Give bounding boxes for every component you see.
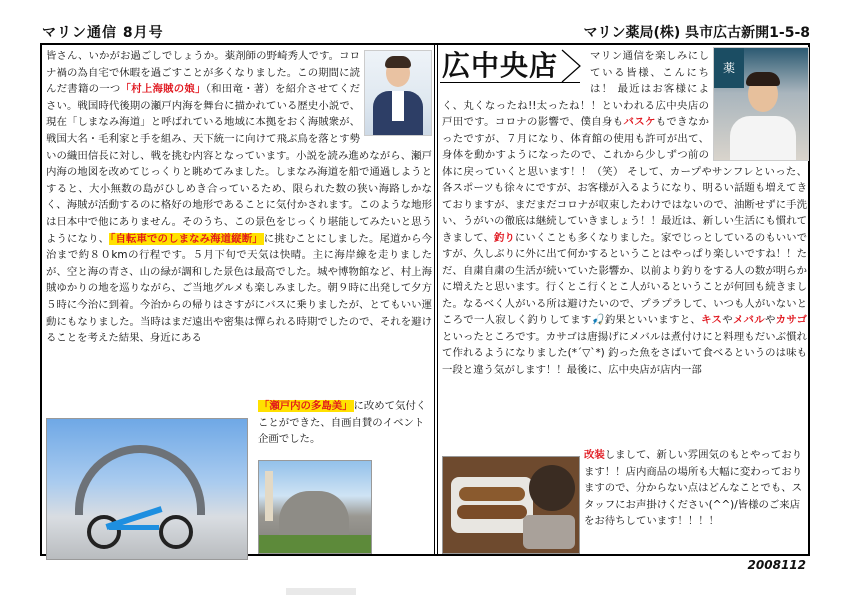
right-article-p6: しまして、新しい雰囲気のもとやっております！！店内商品の場所も大幅に変わっておりますので、分からない点はどんなことでも、スタッフにお声掛けください(^^)/皆様のご来店をお待ちしています！！！！ — [584, 449, 803, 527]
highlight-islands: 「瀬戸内の多島美」 — [259, 400, 353, 412]
column-divider-left — [434, 43, 435, 556]
fish-kasago: カサゴ — [775, 314, 808, 326]
hobby-fishing: 釣り — [493, 231, 515, 244]
store-title: 広中央店 — [442, 49, 559, 82]
pharmacist-photo — [713, 47, 809, 161]
bottom-strip — [286, 588, 356, 595]
right-article-p4: 釣果といいますと、 — [604, 314, 702, 326]
column-divider-right — [437, 43, 438, 556]
fish-separator: や — [722, 314, 733, 326]
issue-code: 2008112 — [747, 558, 806, 572]
fish-dish-photo — [442, 456, 580, 554]
book-title: 「村上海賊の娘」 — [120, 83, 206, 96]
right-article-p5: といったところです。カサゴは唐揚げにメバルは煮付けにと料理もだいぶ慣れて作れるようになりました(*´▽`*) 釣った魚をさばいて食べるというのは味も一段と違う気がします！！最後に、広中央店が店内一部 — [442, 330, 807, 376]
left-article-p4: に改めて気付くことができた、自画自賛のイベント企画でした。 — [258, 400, 427, 446]
right-article-closing — [584, 447, 808, 530]
rock-monument-photo — [258, 460, 372, 554]
right-article-p3: にいくことも多くなりました。家でじっとしているのもいいですが、久しぶりに外に出て何かするということはやっぱり楽しいですね！！ただ、自粛自粛の生活が続いていた影響か、以前より釣りをする人の数が明らかに増えたと思います。行くとこ行くとこ人がいるということが何回も続きました。なるべく人がいる所は避けたいので、プラプラして、いつも人がいないところで一人寂しく釣りしてます — [442, 231, 808, 326]
newsletter-header — [40, 22, 810, 42]
publisher-address: マリン薬局(株) 呉市広古新開1-5-8 — [583, 25, 810, 41]
photo-sign: 薬 — [714, 48, 744, 88]
title-arrow-icon — [560, 48, 584, 84]
left-article-p3: に挑むことにしました。尾道から今治まで約８０kmの行程です。５月下旬で天気は快晴。主に海岸線を走りましたが、空と海の青さ、山の緑が調和した景色は最高でした。城や博物館など、村上海賊ゆかりの地を巡りながら、ご当地グルメも楽しみました。朝９時に出発して夕方５時に今治に到着。今治からの帰りはさすがにバスに乗りましたが、とてもいい運動にもなりました。当時はまだ遠出や密集は憚られる時期でしたので、それを避けることを考えた結果、身近にある — [46, 232, 433, 345]
bicycle-photo — [46, 418, 248, 560]
fish-kisu: キス — [701, 314, 723, 326]
renovation-word: 改装 — [584, 449, 605, 461]
portrait-photo — [364, 50, 432, 136]
newsletter-title: マリン通信 8月号 — [42, 25, 164, 41]
left-article-p1: 皆さん、いかがお過ごしでしょうか。薬剤師の野崎秀人です。コロナ禍の為自宅で休暇を過ごすことが多くなりました。この期間に読んだ書籍の一つ — [46, 50, 360, 96]
highlight-cycling: 「自転車でのしまなみ海道縦断」 — [110, 232, 263, 245]
fish-mebaru: メバル — [732, 314, 765, 326]
fishing-emoji-icon: 🎣 — [591, 314, 605, 326]
left-article-p2: （和田竜・著）を紹介させてください。戦国時代後期の瀬戸内海を舞台に描かれている歴史小説で、現在「しまなみ海道」と呼ばれている地域に本拠をおく海賊衆が、戦国大名・毛利家と手を組み、天下統一に向けて飛ぶ鳥を落とす勢いの織田信長に対し、戦を挑む内容となっています。小説を読み進めながら、瀬戸内海の地図を改めてじっくりと眺めてみました。しまなみ海道を船で通過しようとすると、大小無数の島がひしめき合っているため、限られた数の狭い海路しかなく、海賊が活動するのに格好の地形であることに気付かされます。このような地形は日本中で他にありません。そのうち、この景色をじっくり堪能してみたいと思うようになり、 — [46, 83, 432, 245]
bicycle-photo-block — [46, 410, 246, 552]
fish-separator: や — [764, 314, 776, 326]
right-article-p1: マリン通信を楽しみにしている皆様、こんにちは！ 最近はお客様によく、丸くなったね!!太ったね！！といわれる広中央店の戸田です。コロナの影響で、僕自身も — [442, 50, 709, 128]
left-article-closing — [258, 398, 434, 448]
sport-basketball: バスケ — [623, 116, 656, 128]
right-article-p2: もできなかったですが、７月になり、体育館の使用も許可が出て、身体を動かすようになったので、これから少しずつ前の体に戻っていくと思います！！（笑） そして、カープやサンフレといった、各スポーツも徐々にですが、お客様が入るようになり、明るい話題も増えてきておりますが、まだまだコロナが収束したわけではないので、油断せずに手洗い、うがいの徹底は継続していきましょう！！最近は、新しい生活にも慣れてきまして、 — [442, 116, 807, 244]
store-title-box — [440, 48, 584, 90]
